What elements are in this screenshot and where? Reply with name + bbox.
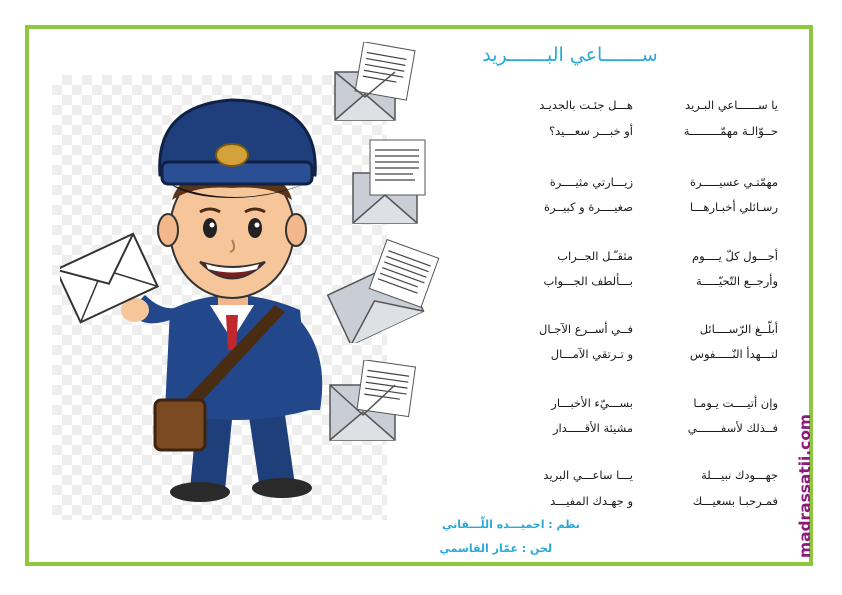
hemistich-left: و تـرتقي الآمـــال (550, 347, 633, 361)
hemistich-right: فمـرحبـا بسعيـــك (692, 494, 778, 508)
hemistich-left: أو خبـــر سعـــيد؟ (549, 124, 633, 138)
envelope-letter-icon (325, 360, 420, 445)
hemistich-right: رسـائلي أخبـارهـــا (689, 200, 778, 214)
site-watermark (789, 410, 819, 560)
hemistich-left: فــي أســرع الآجـال (539, 322, 633, 336)
hemistich-right: أجـــول كلّ يــــوم (692, 249, 778, 263)
hemistich-right: حــوّالـة مهمّـــــــــة (683, 124, 778, 138)
hemistich-left: هـــل جئـت بالجديـد (539, 98, 633, 112)
hemistich-left: و جهـدك المفيـــد (550, 494, 633, 508)
hemistich-left: زيـــارتي مثيــــرة (549, 175, 633, 189)
hemistich-right: لتـــهدأ النّـــــفوس (689, 347, 778, 361)
hemistich-right: وإن أتيــــت يـومـا (693, 396, 778, 410)
hemistich-right: فــذلك لأسفـــــــي (687, 421, 778, 435)
hemistich-left: بســـيّء الأخبـــار (551, 396, 633, 410)
lyrics-credit: نظم : احميـــده اللّـــقاني (441, 518, 580, 531)
hemistich-right: جهـــودك نبيـــلة (701, 468, 778, 482)
melody-credit: لحن : عمّار القاسمي (439, 542, 552, 555)
hemistich-left: بـــألطف الجـــواب (543, 274, 633, 288)
hemistich-right: أبلّــغ الرّســــائل (699, 322, 778, 336)
hemistich-left: يـــا ساعـــي البريد (543, 468, 633, 482)
envelope-letter-icon (345, 135, 435, 230)
hemistich-left: مثقـّـل الجــراب (557, 249, 633, 263)
svg-text:madrassatii.com: madrassatii.com (796, 418, 814, 558)
envelope-letter-icon (330, 42, 420, 127)
poem-title: ســـــــاعي البـــــــريد (482, 44, 658, 66)
hemistich-right: مهمّتـي عسيـــــرة (690, 175, 778, 189)
envelope-letter-icon (325, 238, 440, 343)
hemistich-left: مشيئة الأقـــــدار (552, 421, 633, 435)
hemistich-left: صغيــــرة و كبيــرة (543, 200, 633, 214)
hemistich-right: وأرجــع التّحيّـــــة (696, 274, 778, 288)
hemistich-right: يا ســــــاعي البـريد (685, 98, 778, 112)
